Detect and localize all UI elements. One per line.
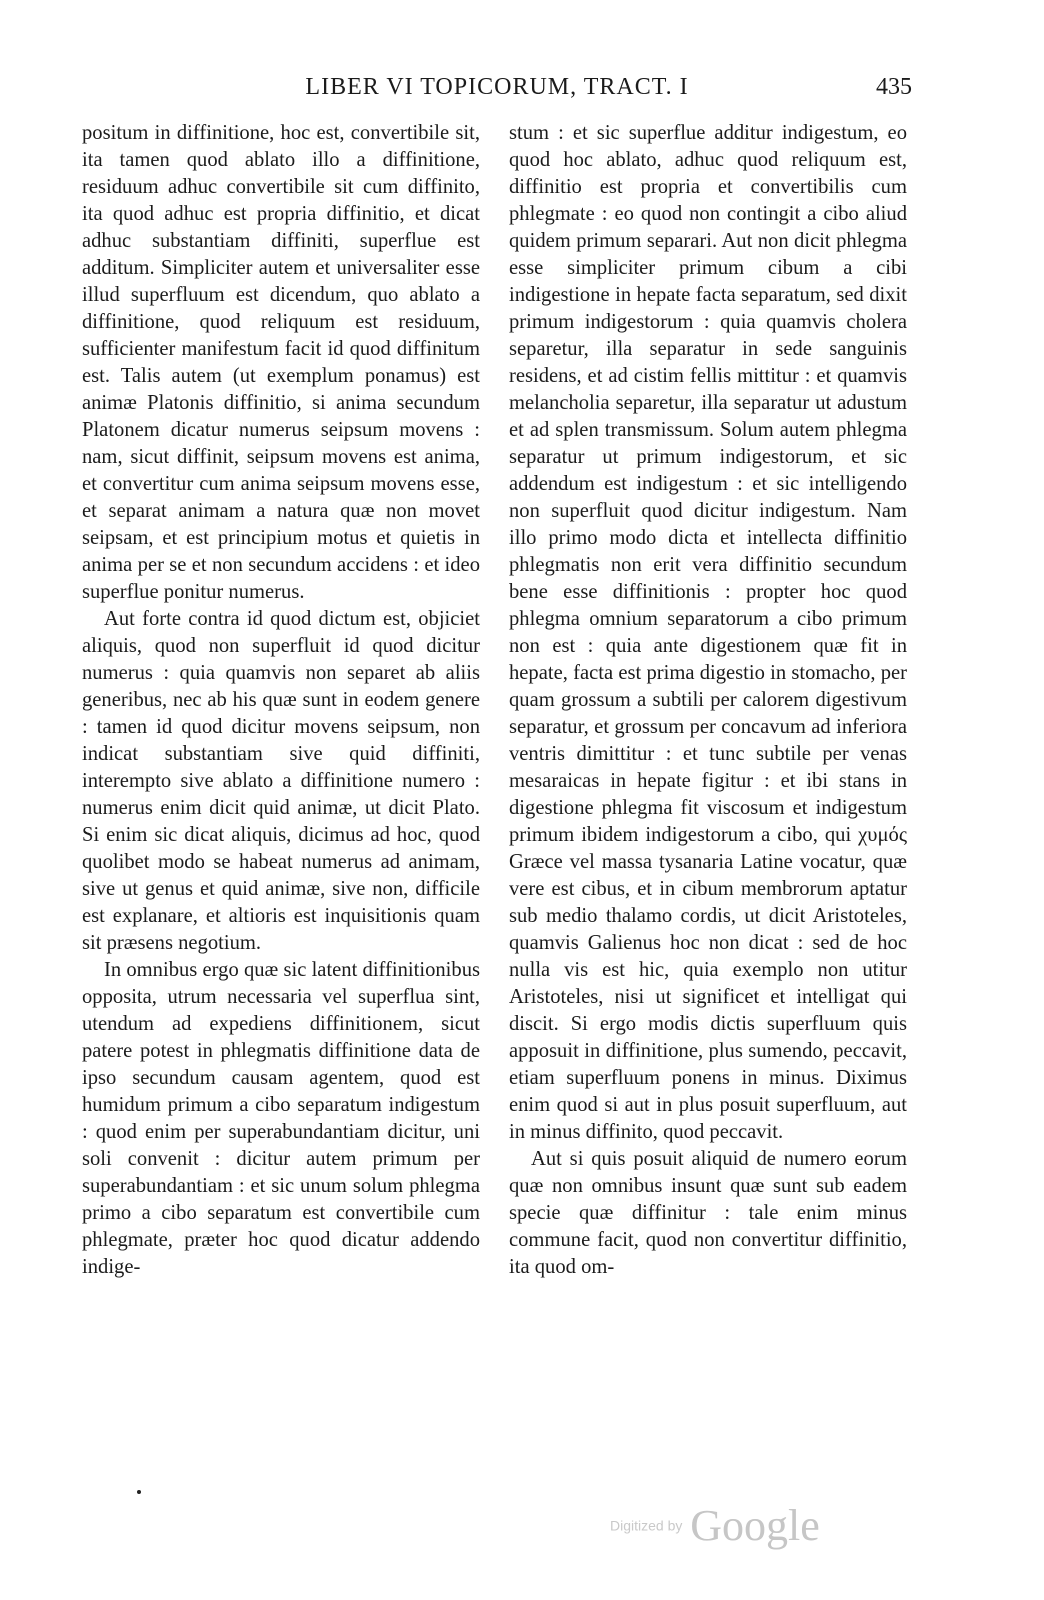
google-logo: Google	[690, 1501, 820, 1550]
paragraph: In omnibus ergo quæ sic latent diffinitionibus opposita, utrum necessaria vel superflua sint, utendum ad expediens diffinitionem, sicut patere potest in phlegmatis diffinitione data de ipso secundum causam agentem, quod est humidum primum a cibo separatum indigestum : quod enim per superabundantiam dicitur, uni soli convenit : dicitur autem primum per superabundantiam : et sic unum solum phlegma primo a cibo separatum est convertibile cum phlegmate, præter hoc quod dicatur addendo indige-	[82, 959, 480, 1278]
right-column	[509, 120, 907, 1281]
stray-ink-dot	[137, 1490, 141, 1494]
paragraph: Aut si quis posuit aliquid de numero eorum quæ non omnibus insunt quæ sunt sub eadem specie quæ diffinitur : tale enim minus commune facit, quod non convertitur diffinitio, ita quod om-	[509, 1148, 907, 1278]
paragraph: positum in diffinitione, hoc est, convertibile sit, ita tamen quod ablato illo a diffinitione, residuum adhuc convertibile sit cum diffinito, ita quod adhuc est propria diffinitio, et dicat adhuc substantiam diffiniti, superflue est additum. Simpliciter autem et universaliter esse illud superfluum est dicendum, quo ablato a diffinitione, quod reliquum est residuum, sufficienter manifestum facit id quod diffinitum est. Talis autem (ut exemplum ponamus) est animæ Platonis diffinitio, si anima secundum Platonem dicatur numerus seipsum movens : nam, sicut diffinit, seipsum movens est anima, et convertitur cum anima seipsum movens esse, et separat animam a natura quæ non movet seipsam, et est principium motus et quietis in anima per se et non secundum accidens : et ideo superflue ponitur numerus.	[82, 122, 480, 603]
running-head: LIBER VI TOPICORUM, TRACT. I	[305, 74, 689, 100]
page-number: 435	[876, 74, 912, 100]
digitized-watermark	[610, 1500, 820, 1551]
digitized-by-label: Digitized by	[610, 1517, 683, 1534]
left-column	[82, 120, 480, 1281]
page-header	[82, 68, 912, 104]
paragraph: stum : et sic superflue additur indigestum, eo quod hoc ablato, adhuc quod reliquum est, diffinitio est propria et convertibilis cum phlegmate : eo quod non contingit a cibo aliud quidem primum separari. Aut non dicit phlegma esse simpliciter primum cibum a cibi indigestione in hepate facta separatum, sed dixit primum indigestorum : quia quamvis cholera separetur, illa separatur in sede sanguinis residens, et ad cistim fellis mittitur : et quamvis melancholia separetur, illa separatur ut adustum et ad splen transmissum. Solum autem phlegma separatur ut primum indigestorum, et sic addendum est indigestum : et sic intelligendo non superfluit quod dicitur indigestum. Nam illo primo modo dicta et intellecta diffinitio phlegmatis non erit vera diffinitio secundum bene esse diffinitionis : propter hoc quod phlegma omnium separatorum a cibo primum non est : quia ante digestionem quæ fit in hepate, facta est prima digestio in stomacho, per quam grossum a subtili per calorem digestivum separatur, et grossum per concavum ad inferiora ventris dimittitur : et tunc subtile per venas mesaraicas in hepate figitur : et ibi stans in digestione phlegma fit viscosum et indigestum primum ibidem indigestorum a cibo, qui χυμός Græce vel massa tysanaria Latine vocatur, quæ vere est cibus, et in cibum membrorum aptatur sub medio thalamo cordis, ut dicit Aristoteles, quamvis Galienus hoc non dicat : sed de hoc nulla vis est hic, quia exemplo non utitur Aristoteles, nisi ut significet et intelligat qui discit. Si ergo modis dictis superfluum quis apposuit in diffinitione, plus sumendo, peccavit, etiam superfluum ponens in minus. Diximus enim quod si aut in plus posuit superfluum, aut in minus diffinito, quod peccavit.	[509, 122, 907, 1143]
paragraph: Aut forte contra id quod dictum est, objiciet aliquis, quod non superfluit id quod dicitur numerus : quia quamvis non separet ab aliis generibus, nec ab his quæ sunt in eodem genere : tamen id quod dicitur movens seipsum, non indicat substantiam sive quid diffiniti, interempto sive ablato a diffinitione numero : numerus enim dicit quid animæ, ut dicit Plato. Si enim sic dicat aliquis, dicimus ad hoc, quod quolibet modo se habeat numerus ad animam, sive ut genus et quid animæ, sive non, difficile est explanare, et altioris est inquisitionis quam sit præsens negotium.	[82, 608, 480, 954]
